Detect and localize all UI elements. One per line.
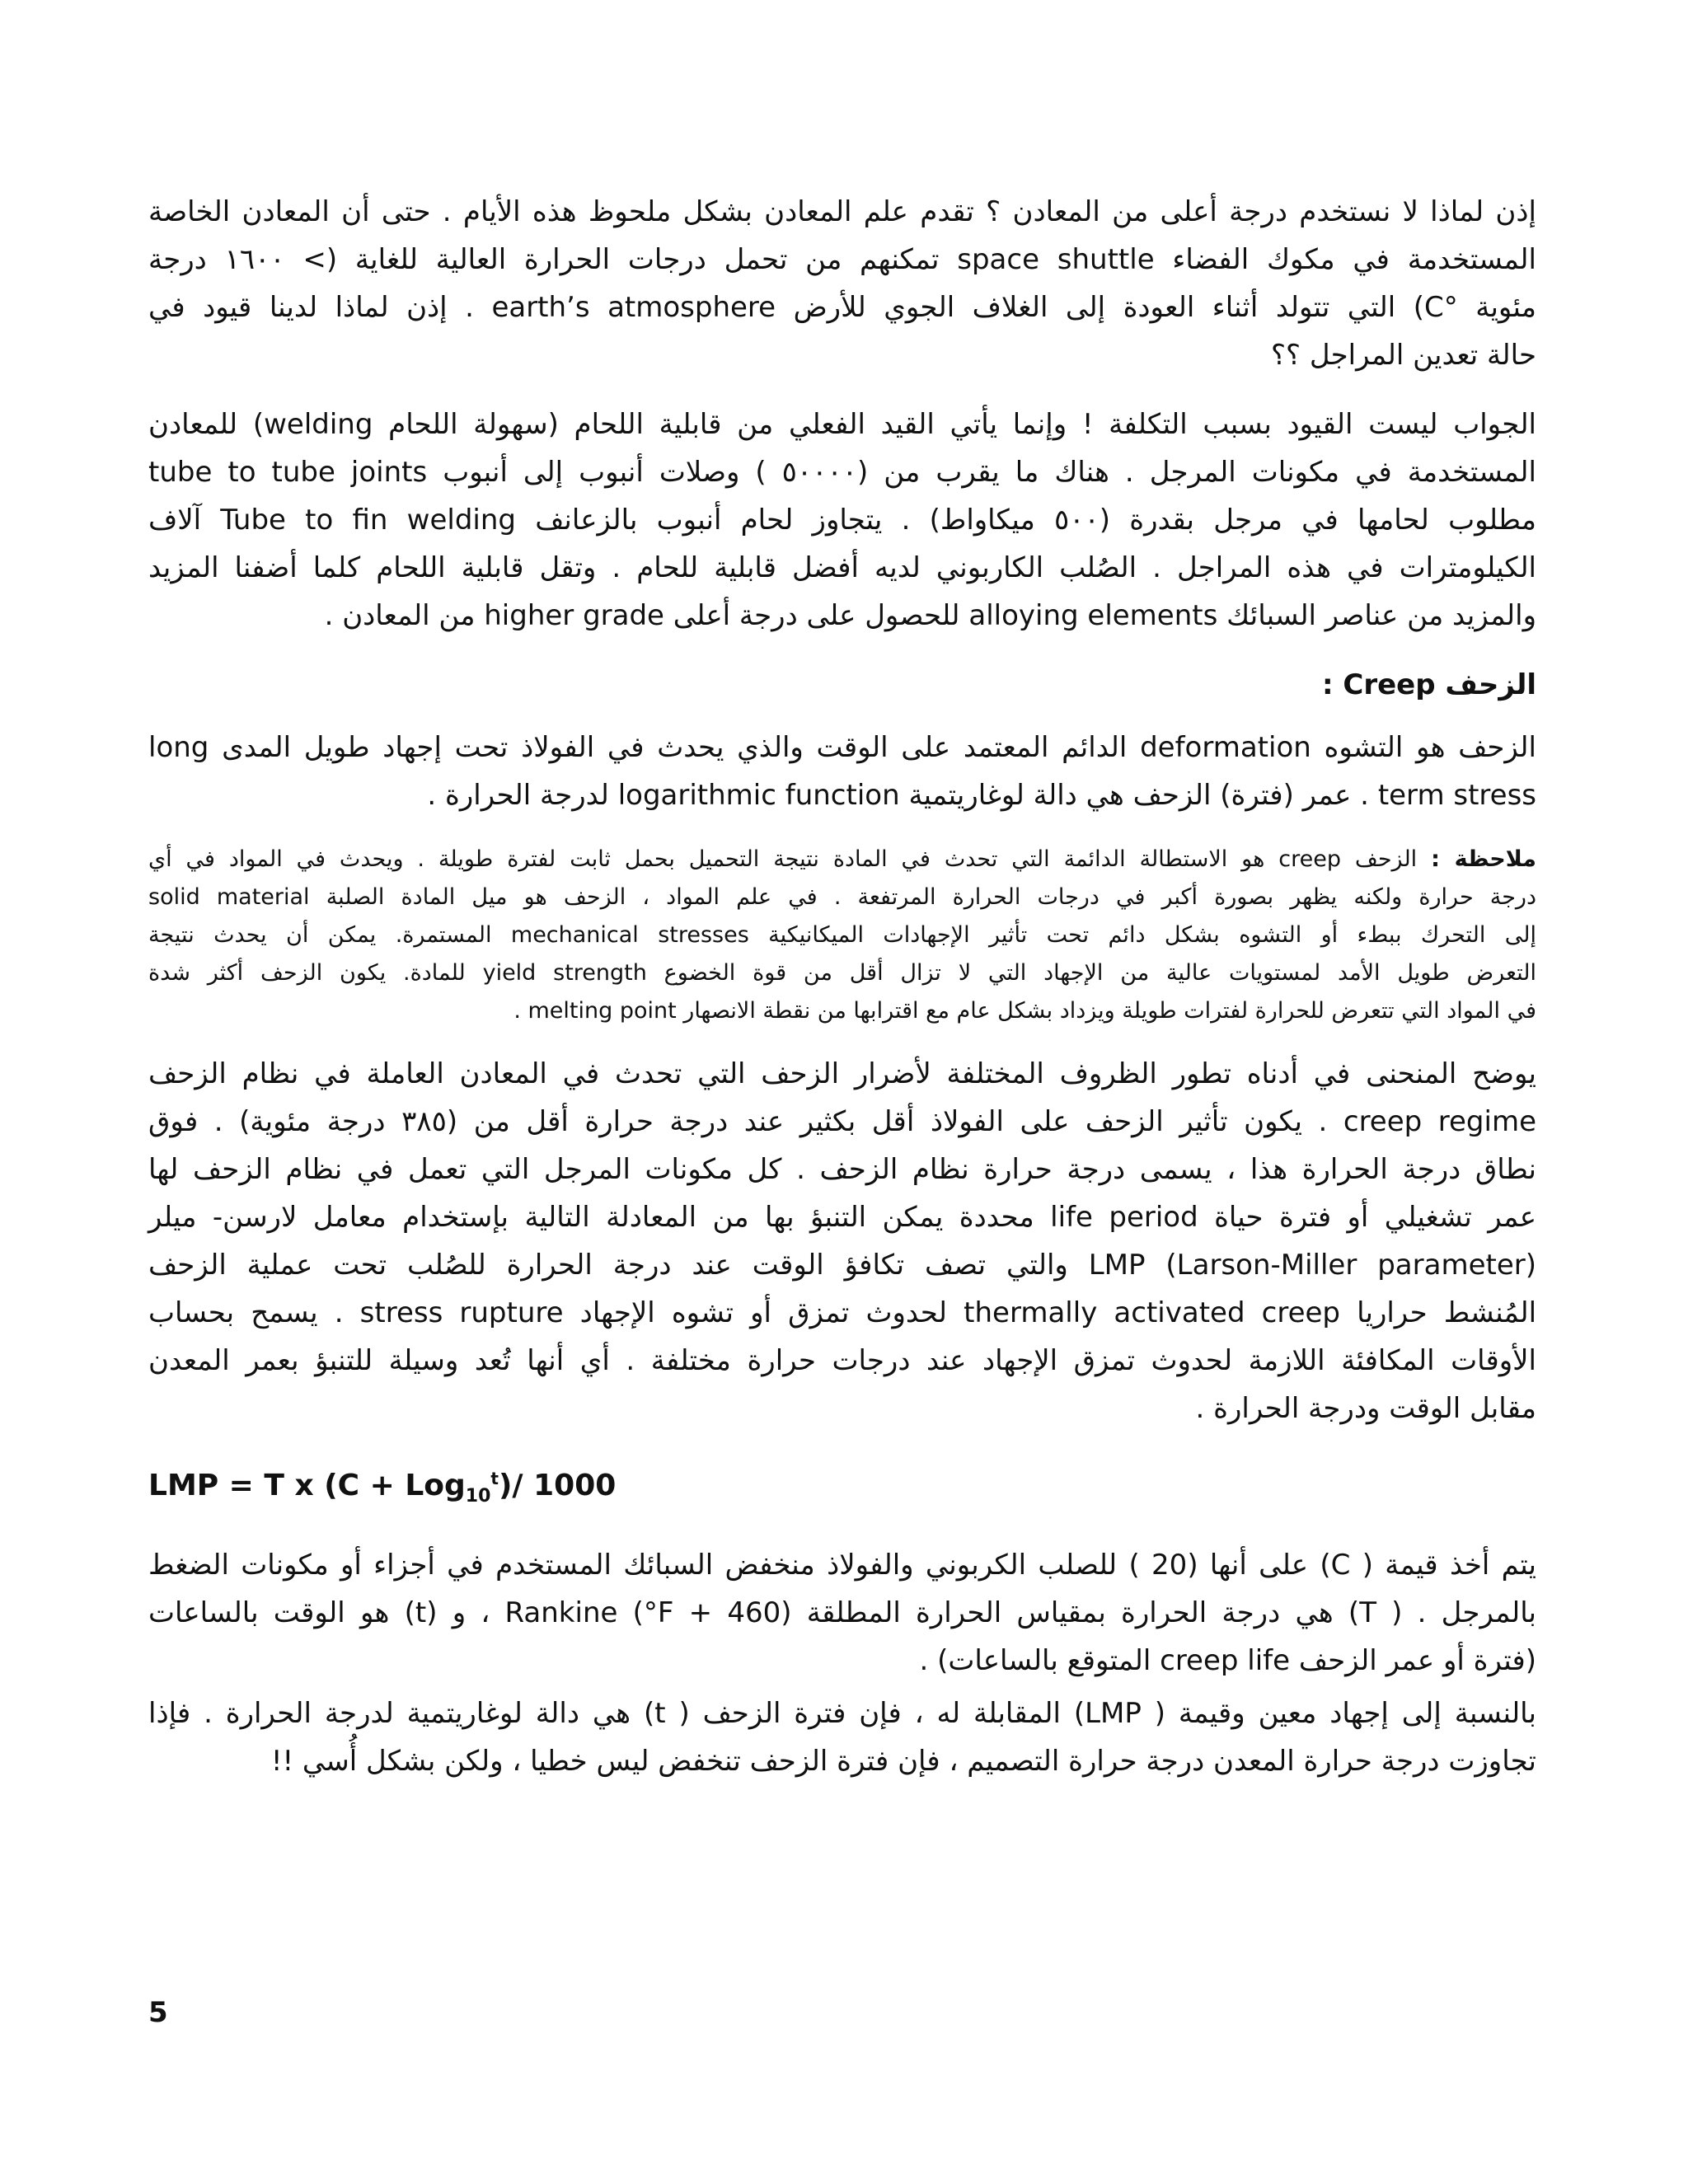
text-line: الزحف هو التشوه deformation الدائم المعتمد على الوقت والذي يحدث في الفولاذ تحت إجهاد طويل المدى long xyxy=(148,731,1536,764)
lmp-formula xyxy=(148,1454,1536,1521)
paragraph-formula-variables xyxy=(148,1541,1536,1685)
text-line: حالة تعدين المراجل ؟؟ xyxy=(1271,339,1536,372)
paragraph-creep-regime xyxy=(148,1050,1536,1432)
document-page xyxy=(148,188,1536,1807)
note-block xyxy=(148,841,1536,1030)
text-line: الأوقات المكافئة اللازمة لحدوث تمزق الإجهاد عند درجات حرارة مختلفة . أي أنها تُعد وسيلة للتنبؤ بعمر المعدن xyxy=(148,1344,1536,1377)
text-line xyxy=(148,841,1536,879)
page-number: 5 xyxy=(148,1996,168,2029)
formula-subscript: 10 xyxy=(465,1486,491,1507)
text-line: تجاوزت درجة حرارة المعدن درجة حرارة التصميم ، فإن فترة الزحف تنخفض ليس خطيا ، ولكن بشكل أُسي !! xyxy=(270,1745,1536,1779)
formula-part: LMP = T x (C + Log xyxy=(148,1469,466,1502)
text-line: creep regime . يكون تأثير الزحف على الفولاذ أقل بكثير عند درجة حرارة أقل من (٣٨٥ درجة مئوية) . فوق xyxy=(148,1105,1536,1138)
text-line: الكيلومترات في هذه المراجل . الصُلب الكاربوني لديه أفضل قابلية للحام . وتقل قابلية اللحام كلما أضفنا المزيد xyxy=(148,551,1536,584)
paragraph-higher-grade-metals xyxy=(148,188,1536,379)
text-line: نطاق درجة الحرارة هذا ، يسمى درجة حرارة نظام الزحف . كل مكونات المرجل التي تعمل في نظام الزحف لها xyxy=(148,1153,1536,1186)
text-line: عمر تشغيلي أو فترة حياة life period محددة يمكن التنبؤ بها من المعادلة التالية بإستخدام معامل لارسن- ميلر xyxy=(148,1201,1536,1234)
note-label: ملاحظة : xyxy=(1431,846,1536,872)
text-line: المستخدمة في مكونات المرجل . هناك ما يقرب من (٥٠٠٠٠ ) وصلات أنبوب إلى أنبوب tube to tube joints xyxy=(148,456,1536,489)
text-line: بالمرجل . ( T) هي درجة الحرارة بمقياس الحرارة المطلقة (460 + F°) Rankine ، و (t) هو الوقت بالساعات xyxy=(148,1596,1537,1630)
text-line: إذن لماذا لا نستخدم درجة أعلى من المعادن ؟ تقدم علم المعادن بشكل ملحوظ هذه الأيام . حتى أن المعادن الخاصة xyxy=(148,195,1536,228)
text-line: الجواب ليست القيود بسبب التكلفة ! وإنما يأتي القيد الفعلي من قابلية اللحام (سهولة اللحام welding) للمعادن xyxy=(148,408,1536,441)
text-line: يوضح المنحنى في أدناه تطور الظروف المختلفة لأضرار الزحف التي تحدث في المعادن العاملة في نظام الزحف xyxy=(148,1057,1536,1090)
text-line: المستخدمة في مكوك الفضاء space shuttle تمكنهم من تحمل درجات الحرارة العالية للغاية (> ١٦٠٠ درجة xyxy=(148,243,1536,276)
text-line: يتم أخذ قيمة ( C) على أنها (20 ) للصلب الكربوني والفولاذ منخفض السبائك المستخدم في أجزاء أو مكونات الضغط xyxy=(148,1549,1536,1582)
text-line: بالنسبة إلى إجهاد معين وقيمة ( LMP) المقابلة له ، فإن فترة الزحف ( t) هي دالة لوغاريتمية لدرجة الحرارة . فإذا xyxy=(148,1697,1536,1731)
paragraph-creep-definition xyxy=(148,724,1536,819)
paragraph-exponential-decrease xyxy=(148,1690,1536,1785)
text-line: مقابل الوقت ودرجة الحرارة . xyxy=(1195,1392,1536,1425)
paragraph-weldability xyxy=(148,401,1536,640)
text-line: المُنشط حراريا thermally activated creep لحدوث تمزق أو تشوه الإجهاد stress rupture . يسمح بحساب xyxy=(148,1296,1537,1329)
text-line: درجة حرارة ولكنه يظهر بصورة أكبر في درجات الحرارة المرتفعة . في علم المواد ، الزحف هو ميل المادة الصلبة solid material xyxy=(148,884,1536,910)
formula-superscript: t xyxy=(490,1469,499,1488)
text-line: term stress . عمر (فترة) الزحف هي دالة لوغاريتمية logarithmic function لدرجة الحرارة . xyxy=(427,779,1536,812)
text-line: مئوية °C) التي تتولد أثناء العودة إلى الغلاف الجوي للأرض earth’s atmosphere . إذن لماذا لدينا قيود في xyxy=(148,291,1536,324)
text-line: التعرض طويل الأمد لمستويات عالية من الإجهاد التي لا تزال أقل من قوة الخضوع yield strength للمادة. يكون الزحف أكثر شدة xyxy=(148,960,1536,986)
text-line: إلى التحرك ببطء أو التشوه بشكل دائم تحت تأثير الإجهادات الميكانيكية mechanical stresses المستمرة. يمكن أن يحدث نتيجة xyxy=(148,922,1536,948)
text-line: مطلوب لحامها في مرجل بقدرة (٥٠٠ ميكاواط) . يتجاوز لحام أنبوب بالزعانف Tube to fin welding آلاف xyxy=(148,504,1536,537)
note-text: الزحف creep هو الاستطالة الدائمة التي تحدث في المادة نتيجة التحميل بحمل ثابت لفترة طويلة . ويحدث في المواد في أي xyxy=(148,846,1418,872)
text-line: (فترة أو عمر الزحف creep life المتوقع بالساعات) . xyxy=(919,1644,1536,1678)
formula-part: )/ 1000 xyxy=(498,1469,617,1502)
text-line: في المواد التي تتعرض للحرارة لفترات طويلة ويزداد بشكل عام مع اقترابها من نقطة الانصهار melting point . xyxy=(513,998,1536,1024)
section-heading-creep: الزحف Creep : xyxy=(1321,668,1536,701)
text-line: LMP (Larson-Miller parameter) والتي تصف تكافؤ الوقت عند درجة الحرارة للصُلب تحت عملية الزحف xyxy=(148,1249,1536,1282)
text-line: والمزيد من عناصر السبائك alloying elements للحصول على درجة أعلى higher grade من المعادن . xyxy=(324,599,1536,632)
